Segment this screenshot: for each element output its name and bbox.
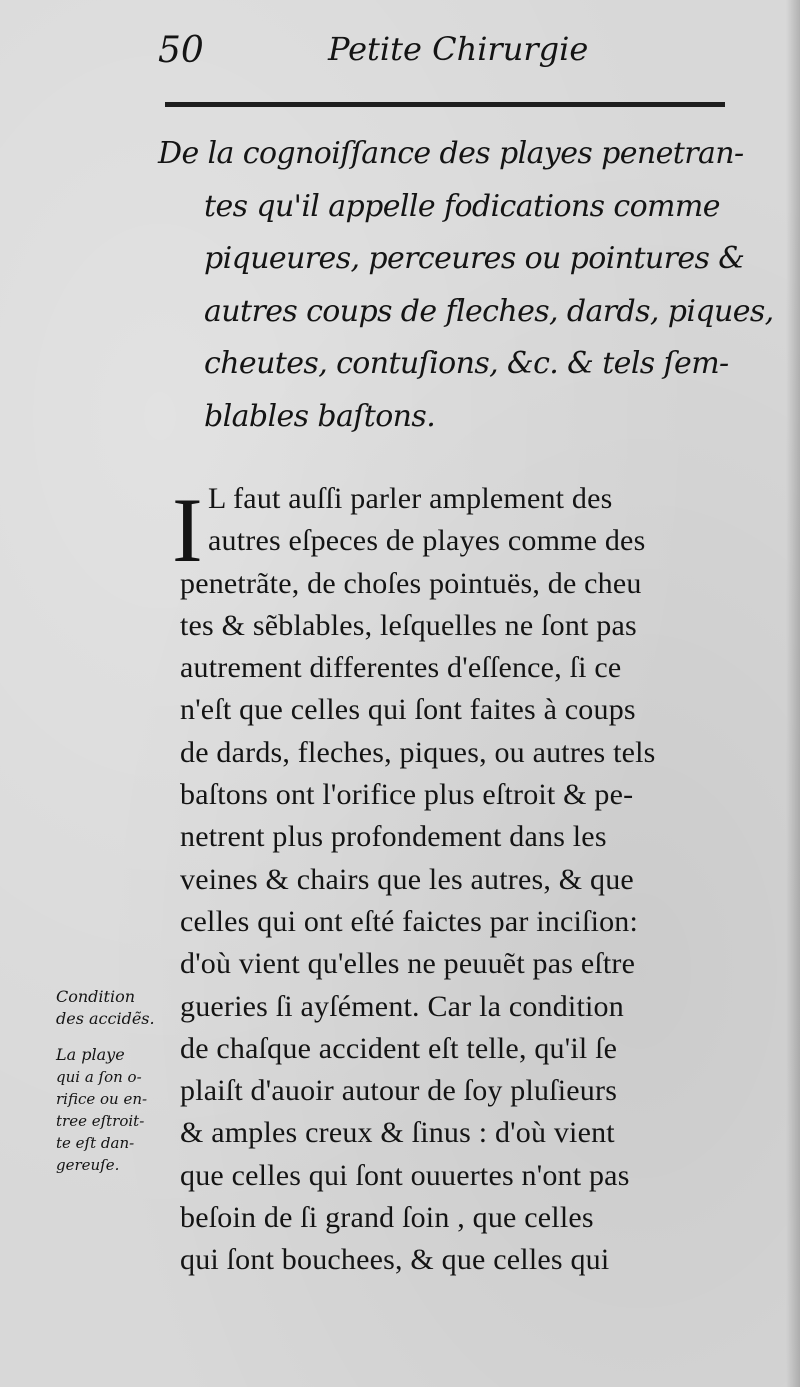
heading-line: De la cognoiſſance des playes penetran-: [158, 136, 744, 171]
body-line: que celles qui ſont ouuertes n'ont pas: [180, 1158, 630, 1192]
heading-line: blables baſtons.: [204, 398, 436, 434]
heading-line: piqueures, perceures ou pointures &: [204, 241, 745, 276]
heading-line: cheutes, contuſions, &c. & tels ſem-: [204, 346, 729, 381]
drop-cap: I: [172, 479, 203, 581]
body-line: n'eſt que celles qui ſont faites à coups: [180, 693, 636, 727]
margin-note-line: des accidẽs.: [56, 1009, 155, 1028]
header-rule: [165, 102, 725, 107]
body-line: L faut auſſi parler amplement des: [208, 482, 613, 515]
margin-note-line: te eſt dan-: [56, 1134, 135, 1152]
body-line: qui ſont bouchees, & que celles qui: [180, 1243, 610, 1277]
body-line: baſtons ont l'orifice plus eſtroit & pe-: [180, 778, 634, 812]
body-line: & amples creux & ſinus : d'où vient: [180, 1116, 615, 1150]
body-line: de chaſque accident eſt telle, qu'il ſe: [180, 1031, 618, 1065]
margin-note-line: gereuſe.: [56, 1156, 120, 1174]
body-line: autres eſpeces de playes comme des: [208, 524, 646, 558]
page-edge-shadow: [786, 0, 800, 1387]
body-line: plaiſt d'auoir autour de ſoy pluſieurs: [180, 1074, 618, 1108]
body-line: gueries ſi ayſément. Car la condition: [180, 989, 624, 1023]
body-line: beſoin de ſi grand ſoin , que celles: [180, 1201, 594, 1235]
margin-note-line: tree eſtroit-: [56, 1112, 145, 1130]
margin-note-line: rifice ou en-: [56, 1090, 148, 1108]
page-number: 50: [158, 30, 204, 71]
body-line: celles qui ont eſté faictes par inciſion:: [180, 904, 639, 938]
body-line: tes & sẽblables, leſquelles ne ſont pas: [180, 608, 637, 642]
page-header: [150, 18, 730, 78]
body-line: d'où vient qu'elles ne peuuẽt pas eſtre: [180, 947, 636, 981]
margin-note-line: qui a ſon o-: [56, 1068, 142, 1086]
body-line: autrement differentes d'eſſence, ſi ce: [180, 651, 622, 685]
body-text: [172, 478, 762, 1282]
margin-notes: [56, 986, 191, 1176]
body-line: veines & chairs que les autres, & que: [180, 862, 634, 896]
body-line: penetrãte, de choſes pointuës, de cheu: [180, 566, 642, 600]
running-title: Petite Chirurgie: [328, 30, 589, 68]
body-line: de dards, fleches, piques, ou autres tels: [180, 735, 656, 769]
heading-line: autres coups de fleches, dards, piques,: [204, 293, 774, 329]
section-heading: [158, 128, 774, 443]
margin-note-line: La playe: [56, 1045, 125, 1064]
margin-note-line: Condition: [56, 987, 136, 1006]
heading-line: tes qu'il appelle fodications comme: [204, 188, 720, 224]
body-line: netrent plus profondement dans les: [180, 820, 607, 854]
